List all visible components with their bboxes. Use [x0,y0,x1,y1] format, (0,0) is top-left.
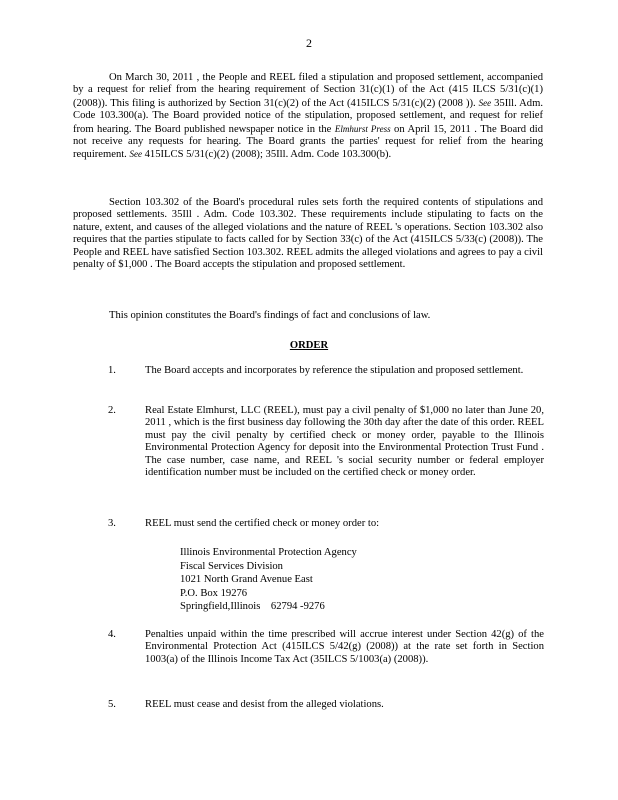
order-item [108,405,544,479]
citation-signal: See [129,149,142,160]
paragraph-text: On March 30, 2011 , the People and REEL filed a stipulation and proposed settlement, accompanied by a request for relief from the hearing requirement of Section 31(c)(1) of the Act (415 ILCS 5/31(c)(1) (2008)). This filing is authorized by Section 31(c)(2) of the Act (415ILCS 5/31(c)(2) (2008 )). [73,72,543,109]
paragraph-text: This opinion constitutes the Board's findings of fact and conclusions of law. [109,310,431,321]
paragraph-text: Section 103.302 of the Board's procedural rules sets forth the required contents of stipulations and proposed settlements. 35Ill . Adm. Code 103.302. These requirements include stipulating to facts on the nature, extent, and causes of the alleged violations and the nature of REEL 's operations. Section 103.302 also requires that the parties stipulate to facts called for by Section 33(c) of the Act (415ILCS 5/33(c) (2008)). The People and REEL have satisfied Section 103.302. REEL admits the alleged violations and agrees to pay a civil penalty of $1,000 . The Board accepts the stipulation and proposed settlement. [73,197,543,271]
order-heading-text: ORDER [289,340,329,351]
order-item [108,629,544,666]
paragraph-procedural-rules [73,197,543,271]
order-item [108,365,544,377]
address-line: P.O. Box 19276 [180,587,248,599]
address-line: Springfield,Illinois 62794 -9276 [180,601,325,613]
page-number: 2 [306,36,312,50]
newspaper-name: Elmhurst Press [334,123,391,134]
order-item-number: 3. [108,518,116,529]
order-item-number: 5. [108,699,116,710]
order-item [108,518,544,530]
paragraph-text: 35Ill. Adm. Code 103.300(a). The Board provided notice of the stipulation, proposed settlement, and request for relief from hearing. The Board published newspaper notice in the [73,97,543,135]
order-item-text: REEL must send the certified check or money order to: [145,518,380,529]
address-line: 1021 North Grand Avenue East [180,574,313,586]
order-heading [0,340,618,351]
order-item-number: 1. [108,365,116,376]
order-item-number: 2. [108,405,116,416]
paragraph-opinion-statement [73,310,543,322]
citation-signal: See [478,97,492,108]
mailing-address [180,546,357,614]
order-item-text: Real Estate Elmhurst, LLC (REEL), must pay a civil penalty of $1,000 no later than June 20, 2011 , which is the first business day following the 30th day after the date of this order. REEL must pay the civil penalty by certified check or money order, payable to the Illinois Environmental Protection Agency for deposit into the Environmental Protection Trust Fund . The case number, case name, and REEL 's social security number or federal employer identification number must be included on the certified check or money order. [145,405,544,479]
order-item [108,699,544,711]
address-line: Illinois Environmental Protection Agency [180,547,357,558]
order-item-text: Penalties unpaid within the time prescribed will accrue interest under Section 42(g) of the Environmental Protection Act (415ILCS 5/42(g) (2008)) at the rate set forth in Section 1003(a) of the Illinois Income Tax Act (35ILCS 5/1003(a) (2008)). [145,629,544,665]
paragraph-stipulation-filing [73,72,543,162]
order-item-text: The Board accepts and incorporates by reference the stipulation and proposed settlement. [145,365,524,376]
paragraph-text: on April 15, 2011 . The Board did not receive any requests for hearing. The Board grants the parties' request for relief from the hearing requirement. [73,123,544,161]
address-line: Fiscal Services Division [180,560,283,572]
order-item-number: 4. [108,629,116,640]
paragraph-text: 415ILCS 5/31(c)(2) (2008); 35Ill. Adm. Code 103.300(b). [141,149,392,161]
order-item-text: REEL must cease and desist from the alleged violations. [145,699,384,710]
